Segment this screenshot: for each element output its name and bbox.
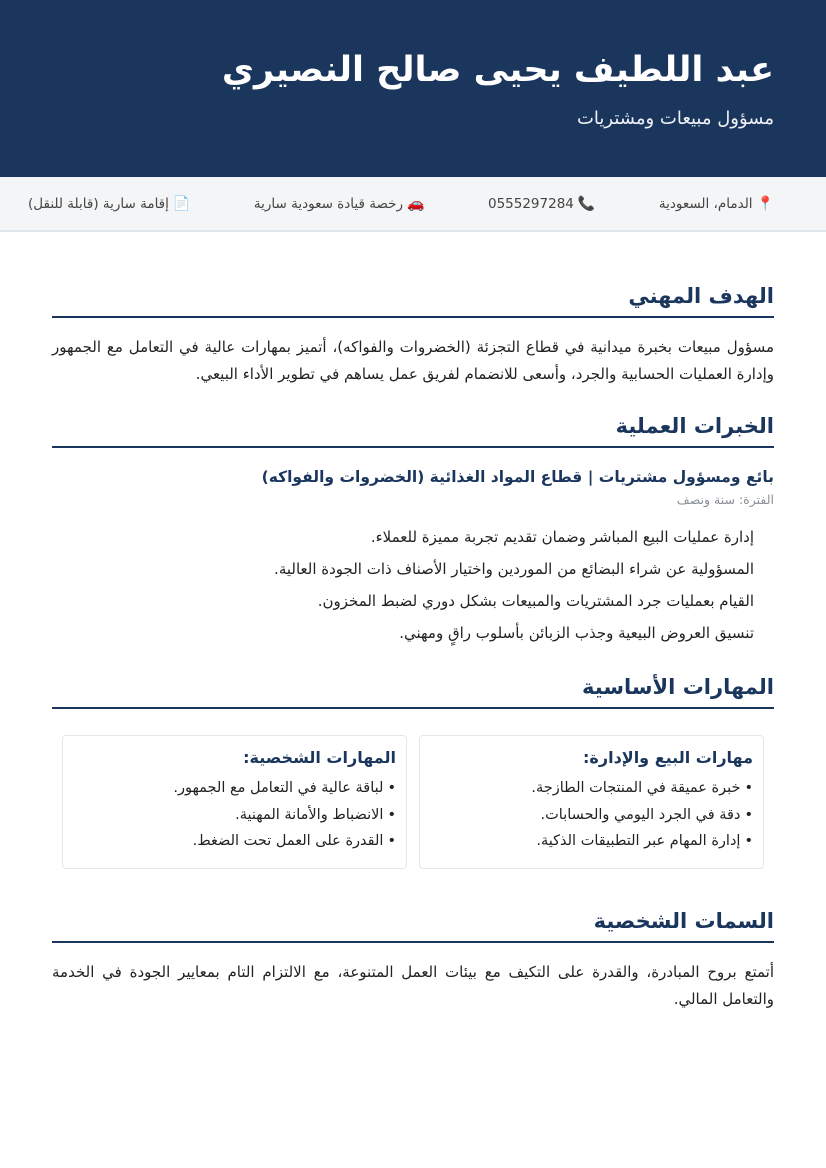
resume-header <box>0 0 826 177</box>
experience-section <box>52 414 774 649</box>
list-item: •إدارة المهام عبر التطبيقات الذكية. <box>536 833 753 849</box>
candidate-name: عبد اللطيف يحيى صالح النصيري <box>221 50 774 90</box>
contact-location <box>659 196 774 212</box>
traits-section <box>52 909 774 1013</box>
contact-license-text: رخصة قيادة سعودية سارية <box>253 195 404 212</box>
contact-location-text: الدمام، السعودية <box>658 195 753 212</box>
job-title: بائع ومسؤول مشتريات | قطاع المواد الغذائية (الخضروات والفواكه) <box>261 468 774 486</box>
skill-card-sales <box>419 735 764 869</box>
skill-card-title: المهارات الشخصية: <box>243 748 396 767</box>
traits-text: أتمتع بروح المبادرة، والقدرة على التكيف مع بيئات العمل المتنوعة، مع الالتزام التام بمعايير الجودة في الخدمة والتعامل المالي. <box>52 963 774 1008</box>
list-item: •خبرة عميقة في المنتجات الطازجة. <box>531 780 753 796</box>
skill-card-title: مهارات البيع والإدارة: <box>583 748 753 767</box>
objective-section <box>52 284 774 388</box>
list-item: •دقة في الجرد اليومي والحسابات. <box>540 806 753 823</box>
job-duties-list <box>52 521 774 649</box>
candidate-job-title: مسؤول مبيعات ومشتريات <box>576 108 774 129</box>
bullet-icon: • <box>744 833 753 849</box>
skill-list <box>73 775 396 855</box>
list-item: المسؤولية عن شراء البضائع من الموردين واختيار الأصناف ذات الجودة العالية. <box>274 560 754 578</box>
list-item: إدارة عمليات البيع المباشر وضمان تقديم تجربة مميزة للعملاء. <box>370 528 754 546</box>
list-item: •القدرة على العمل تحت الضغط. <box>192 833 396 849</box>
skills-heading: المهارات الأساسية <box>52 675 774 709</box>
bullet-icon: • <box>744 780 753 796</box>
document-icon: 📄 <box>172 195 191 212</box>
bullet-icon: • <box>387 833 396 849</box>
contact-residency <box>28 196 190 212</box>
map-pin-icon: 📍 <box>756 195 774 212</box>
contact-license <box>254 196 425 212</box>
experience-heading: الخبرات العملية <box>52 414 774 448</box>
objective-heading: الهدف المهني <box>52 284 774 318</box>
list-item: القيام بعمليات جرد المشتريات والمبيعات بشكل دوري لضبط المخزون. <box>317 592 754 610</box>
skills-grid <box>52 735 774 869</box>
contact-phone-text[interactable]: 0555297284 <box>487 195 574 212</box>
bullet-icon: • <box>387 806 396 823</box>
skills-section <box>52 675 774 869</box>
bullet-icon: • <box>387 780 396 796</box>
contact-residency-text: إقامة سارية (قابلة للنقل) <box>28 195 169 212</box>
car-icon: 🚗 <box>407 195 425 212</box>
traits-heading: السمات الشخصية <box>52 909 774 943</box>
objective-text: مسؤول مبيعات بخبرة ميدانية في قطاع التجزئة (الخضروات والفواكه)، أتميز بمهارات عالية في التعامل مع الجمهور وإدارة العمليات الحسابية والجرد، وأسعى للانضمام لفريق عمل يساهم في تطوير الأداء البيعي. <box>52 338 774 383</box>
list-item: تنسيق العروض البيعية وجذب الزبائن بأسلوب راقٍ ومهني. <box>399 624 754 642</box>
skill-list <box>430 775 753 855</box>
phone-icon: 📞 <box>577 195 596 212</box>
skill-card-personal <box>62 735 407 869</box>
list-item: •الانضباط والأمانة المهنية. <box>235 806 396 823</box>
resume-body <box>0 232 826 1013</box>
contact-phone[interactable] <box>488 196 595 212</box>
job-period: الفترة: سنة ونصف <box>676 492 774 507</box>
list-item: •لباقة عالية في التعامل مع الجمهور. <box>173 780 396 796</box>
contact-bar <box>0 177 826 232</box>
bullet-icon: • <box>744 806 753 823</box>
